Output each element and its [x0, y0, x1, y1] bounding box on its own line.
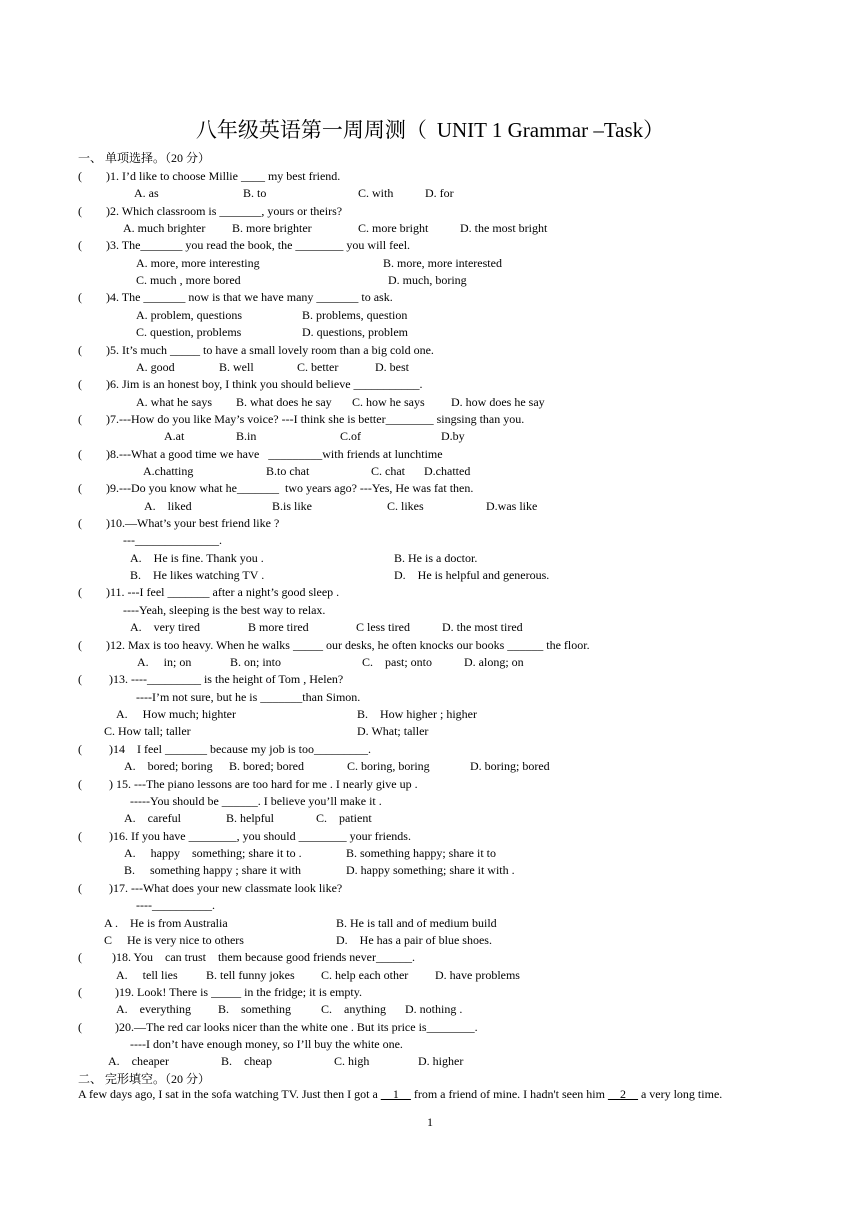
- answer-option: A. everything: [116, 1002, 191, 1016]
- answer-option: D.was like: [486, 499, 538, 513]
- question-stem: ( )14 I feel _______ because my job is too_________.: [78, 742, 371, 756]
- answer-option: C. with: [358, 186, 394, 200]
- answer-option: D. the most tired: [442, 620, 523, 634]
- question-sub-line: ----Yeah, sleeping is the best way to relax.: [123, 603, 326, 617]
- page-number: 1: [427, 1115, 433, 1129]
- answer-option: A. happy something; share it to .: [124, 846, 302, 860]
- answer-option: A.at: [164, 429, 185, 443]
- answer-option: C. more bright: [358, 221, 429, 235]
- answer-option: A. what he says: [136, 395, 212, 409]
- answer-option: D. questions, problem: [302, 325, 408, 339]
- question-stem: ( )12. Max is too heavy. When he walks _____ our desks, he often knocks our books ______ the floor.: [78, 638, 590, 652]
- cloze-text: a very long time.: [637, 1087, 723, 1101]
- cloze-paragraph: [78, 1087, 722, 1101]
- question-stem: ( )7.---How do you like May’s voice? ---I think she is better________ singsing than you.: [78, 412, 525, 426]
- section-1-heading: 一、 单项选择。（20 分）: [78, 151, 211, 165]
- cloze-text: from a friend of mine. I hadn't seen him: [410, 1087, 608, 1101]
- answer-option: B more tired: [248, 620, 309, 634]
- title-chinese: 八年级英语第一周周测（: [195, 118, 427, 142]
- question-stem: ( )13. ----_________ is the height of Tom , Helen?: [78, 672, 344, 686]
- answer-option: D. how does he say: [451, 395, 545, 409]
- answer-option: D.by: [441, 429, 465, 443]
- question-sub-line: ----I’m not sure, but he is _______than Simon.: [136, 690, 361, 704]
- cloze-blank-1: __1__: [380, 1087, 411, 1101]
- answer-option: B. something happy; share it to: [346, 846, 496, 860]
- answer-option: C. patient: [316, 811, 372, 825]
- answer-option: D. along; on: [464, 655, 524, 669]
- question-stem: ( )4. The _______ now is that we have many _______ to ask.: [78, 290, 393, 304]
- answer-option: B. cheap: [221, 1054, 272, 1068]
- answer-option: D. higher: [418, 1054, 464, 1068]
- answer-option: B. tell funny jokes: [206, 968, 295, 982]
- answer-option: C. past; onto: [362, 655, 433, 669]
- question-stem: ( )11. ---I feel _______ after a night’s good sleep .: [78, 585, 340, 599]
- answer-option: B.to chat: [266, 464, 310, 478]
- answer-option: C.of: [340, 429, 361, 443]
- question-stem: ( ) 15. ---The piano lessons are too hard for me . I nearly give up .: [78, 777, 418, 791]
- question-stem: ( )8.---What a good time we have _________with friends at lunchtime: [78, 447, 443, 461]
- answer-option: B. bored; bored: [229, 759, 304, 773]
- answer-option: B.in: [236, 429, 257, 443]
- question-stem: ( )19. Look! There is _____ in the fridge; it is empty.: [78, 985, 362, 999]
- answer-option: C. better: [297, 360, 339, 374]
- answer-option: C. anything: [321, 1002, 386, 1016]
- answer-option: B. more, more interested: [383, 256, 502, 270]
- question-stem: ( )3. The_______ you read the book, the ________ you will feel.: [78, 238, 411, 252]
- section-2-heading: 二、 完形填空。（20 分）: [78, 1072, 211, 1086]
- answer-option: B. something happy ; share it with: [124, 863, 301, 877]
- question-stem: ( )16. If you have ________, you should ________ your friends.: [78, 829, 411, 843]
- answer-option: B. what does he say: [236, 395, 332, 409]
- answer-option: D.chatted: [424, 464, 471, 478]
- answer-option: C. how he says: [352, 395, 425, 409]
- answer-option: A . He is from Australia: [104, 916, 228, 930]
- question-sub-line: ----__________.: [136, 898, 215, 912]
- answer-option: A. bored; boring: [124, 759, 213, 773]
- answer-option: A. cheaper: [108, 1054, 169, 1068]
- answer-option: A. as: [134, 186, 159, 200]
- answer-option: D. nothing .: [405, 1002, 463, 1016]
- cloze-blank-2: __2__: [607, 1087, 638, 1101]
- answer-option: B. well: [219, 360, 254, 374]
- answer-option: C. chat: [371, 464, 405, 478]
- question-stem: ( )10.—What’s your best friend like ?: [78, 516, 280, 530]
- answer-option: D. What; taller: [357, 724, 429, 738]
- answer-option: C less tired: [356, 620, 410, 634]
- question-stem: ( )17. ---What does your new classmate look like?: [78, 881, 343, 895]
- page-title: [0, 114, 860, 144]
- answer-option: D. much, boring: [388, 273, 467, 287]
- question-stem: ( )18. You can trust them because good friends never______.: [78, 950, 415, 964]
- answer-option: A. more, more interesting: [136, 256, 260, 270]
- question-stem: ( )2. Which classroom is _______, yours or theirs?: [78, 204, 343, 218]
- answer-option: D. He has a pair of blue shoes.: [336, 933, 492, 947]
- answer-option: B. more brighter: [232, 221, 312, 235]
- answer-option: B. something: [218, 1002, 292, 1016]
- answer-option: B. He is a doctor.: [394, 551, 478, 565]
- cloze-text: A few days ago, I sat in the sofa watching TV. Just then I got a: [78, 1087, 381, 1101]
- answer-option: A.chatting: [143, 464, 194, 478]
- answer-option: C. question, problems: [136, 325, 242, 339]
- answer-option: B. He likes watching TV .: [130, 568, 265, 582]
- question-sub-line: ---______________.: [123, 533, 222, 547]
- answer-option: D. the most bright: [460, 221, 548, 235]
- answer-option: B.is like: [272, 499, 313, 513]
- answer-option: C. boring, boring: [347, 759, 430, 773]
- answer-option: C. much , more bored: [136, 273, 241, 287]
- answer-option: A. problem, questions: [136, 308, 242, 322]
- answer-option: C. How tall; taller: [104, 724, 191, 738]
- answer-option: A. in; on: [137, 655, 192, 669]
- title-english: UNIT 1 Grammar –Task）: [436, 118, 665, 142]
- answer-option: A. much brighter: [123, 221, 206, 235]
- question-sub-line: ----I don’t have enough money, so I’ll buy the white one.: [130, 1037, 403, 1051]
- answer-option: D. have problems: [435, 968, 520, 982]
- answer-option: D. He is helpful and generous.: [394, 568, 550, 582]
- answer-option: A. tell lies: [116, 968, 178, 982]
- answer-option: B. to: [243, 186, 267, 200]
- question-stem: ( )9.---Do you know what he_______ two years ago? ---Yes, He was fat then.: [78, 481, 474, 495]
- answer-option: D. happy something; share it with .: [346, 863, 515, 877]
- question-sub-line: -----You should be ______. I believe you’ll make it .: [130, 794, 382, 808]
- answer-option: A. He is fine. Thank you .: [130, 551, 264, 565]
- answer-option: B. How higher ; higher: [357, 707, 477, 721]
- answer-option: D. boring; bored: [470, 759, 550, 773]
- question-stem: ( )5. It’s much _____ to have a small lovely room than a big cold one.: [78, 343, 434, 357]
- answer-option: B. on; into: [230, 655, 282, 669]
- answer-option: C. high: [334, 1054, 370, 1068]
- answer-option: A. How much; highter: [116, 707, 236, 721]
- answer-option: B. problems, question: [302, 308, 408, 322]
- answer-option: D. best: [375, 360, 409, 374]
- answer-option: A. liked: [144, 499, 192, 513]
- answer-option: A. very tired: [130, 620, 200, 634]
- question-stem: ( )1. I’d like to choose Millie ____ my best friend.: [78, 169, 341, 183]
- answer-option: B. helpful: [226, 811, 274, 825]
- answer-option: B. He is tall and of medium build: [336, 916, 497, 930]
- answer-option: C. help each other: [321, 968, 409, 982]
- answer-option: A. good: [136, 360, 175, 374]
- question-stem: ( )20.—The red car looks nicer than the white one . But its price is________.: [78, 1020, 478, 1034]
- answer-option: A. careful: [124, 811, 181, 825]
- answer-option: D. for: [425, 186, 454, 200]
- answer-option: C. likes: [387, 499, 424, 513]
- answer-option: C He is very nice to others: [104, 933, 244, 947]
- question-stem: ( )6. Jim is an honest boy, I think you should believe ___________.: [78, 377, 423, 391]
